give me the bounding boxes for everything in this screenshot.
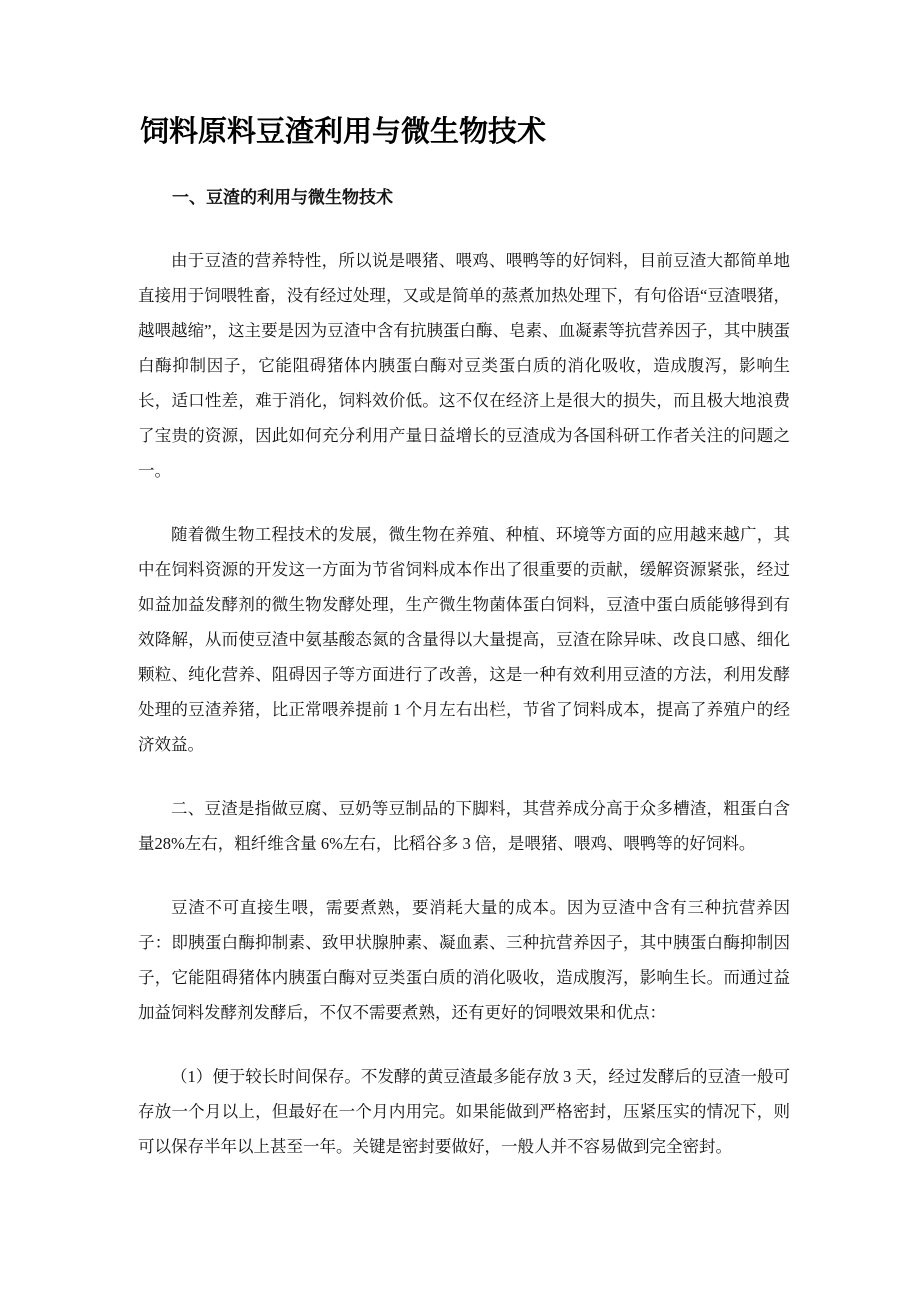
section-heading: 一、豆渣的利用与微生物技术 <box>172 188 393 207</box>
paragraph-anti-nutritional-factors: 豆渣不可直接生喂，需要煮熟，要消耗大量的成本。因为豆渣中含有三种抗营养因子：即胰蛋白酶抑制素、致甲状腺肿素、凝血素、三种抗营养因子，其中胰蛋白酶抑制因子，它能阻碍猪体内胰蛋白酶对豆类蛋白质的消化吸收，造成腹泻，影响生长。而通过益加益饲料发酵剂发酵后，不仅不需要煮熟，还有更好的饲喂效果和优点： <box>138 898 790 1022</box>
document-title: 饲料原料豆渣利用与微生物技术 <box>140 116 547 148</box>
paragraph-soy-residue-feed-intro: 由于豆渣的营养特性，所以说是喂猪、喂鸡、喂鸭等的好饲料，目前豆渣大都简单地直接用于饲喂牲畜，没有经过处理，又或是简单的蒸煮加热处理下，有句俗语“豆渣喂猪，越喂越缩”，这主要是因为豆渣中含有抗胰蛋白酶、皂素、血凝素等抗营养因子，其中胰蛋白酶抑制因子，它能阻碍猪体内胰蛋白酶对豆类蛋白质的消化吸收，造成腹泻，影响生长，适口性差，难于消化，饲料效价低。这不仅在经济上是很大的损失，而且极大地浪费了宝贵的资源，因此如何充分利用产量日益增长的豆渣成为各国科研工作者关注的问题之一。 <box>138 251 790 480</box>
paragraph-microbial-engineering: 随着微生物工程技术的发展，微生物在养殖、种植、环境等方面的应用越来越广，其中在饲料资源的开发这一方面为节省饲料成本作出了很重要的贡献，缓解资源紧张，经过如益加益发酵剂的微生物发酵处理，生产微生物菌体蛋白饲料，豆渣中蛋白质能够得到有效降解，从而使豆渣中氨基酸态氮的含量得以大量提高，豆渣在除异味、改良口感、细化颗粒、纯化营养、阻碍因子等方面进行了改善，这是一种有效利用豆渣的方法，利用发酵处理的豆渣养猪，比正常喂养提前 1 个月左右出栏，节省了饲料成本，提高了养殖户的经济效益。 <box>138 525 790 754</box>
paragraph-storage-advantage: （1）便于较长时间保存。不发酵的黄豆渣最多能存放 3 天，经过发酵后的豆渣一般可存放一个月以上，但最好在一个月内用完。如果能做到严格密封，压紧压实的情况下，则可以保存半年以上甚至一年。关键是密封要做好，一般人并不容易做到完全密封。 <box>138 1067 790 1156</box>
paragraph-soy-residue-definition: 二、豆渣是指做豆腐、豆奶等豆制品的下脚料，其营养成分高于众多槽渣，粗蛋白含量28%左右，粗纤维含量 6%左右，比稻谷多 3 倍，是喂猪、喂鸡、喂鸭等的好饲料。 <box>138 799 790 853</box>
